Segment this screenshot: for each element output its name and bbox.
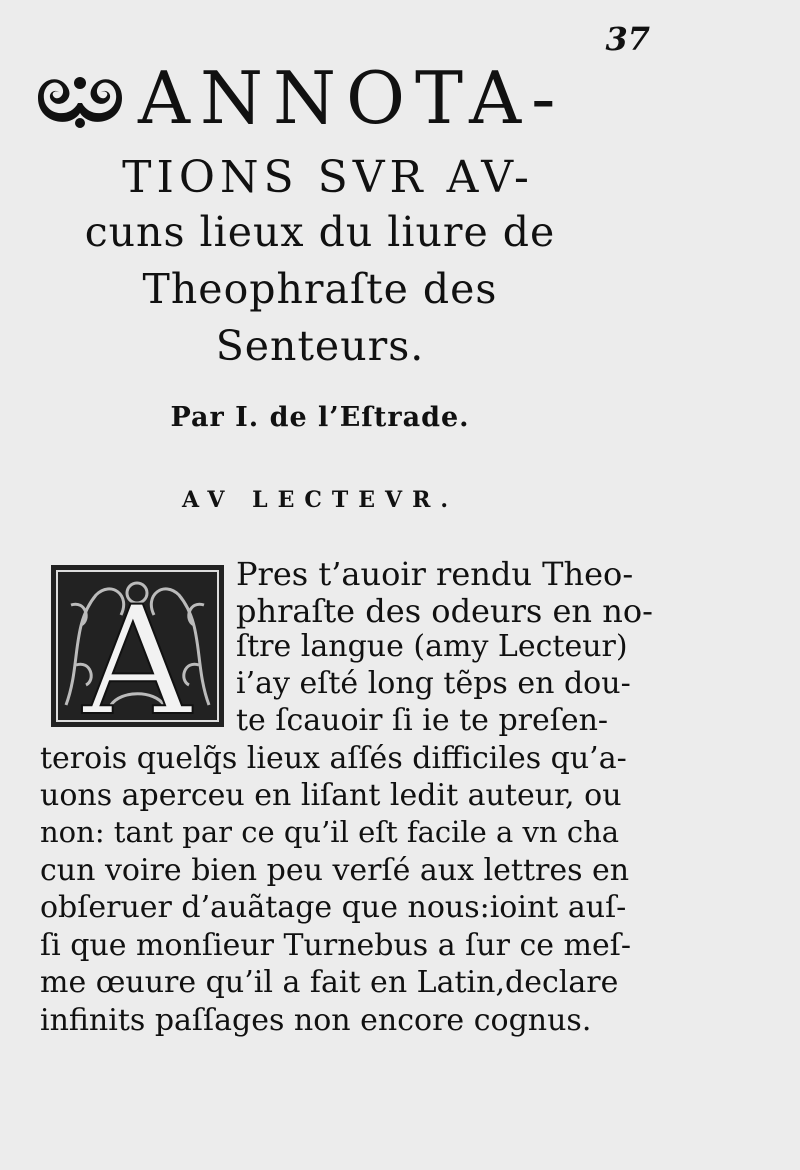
body-line: cun voire bien peu verſé aux lettres en [40, 853, 630, 888]
body-line: ſi que monſieur Turnebus a ſur ce meſ- [40, 928, 631, 963]
fleuron-ornament-icon [30, 63, 130, 133]
body-line: te ſcauoir ſi ie te preſen- [236, 703, 609, 738]
title-line-4: Theophraſte des [142, 265, 498, 313]
title-line-5: Senteurs. [215, 322, 425, 370]
body-line: non: tant par ce qu’il eſt facile a vn cha [40, 815, 620, 849]
body-line: infinits paſſages non encore cognus. [40, 1003, 592, 1038]
page-number: 37 [605, 20, 650, 58]
title-line-3: cuns lieux du liure de [84, 208, 556, 256]
body-line: terois quelq̃s lieux aſſés difficiles qu’a- [40, 741, 627, 776]
decorated-initial [51, 565, 224, 727]
body-line: phraſte des odeurs en no- [236, 592, 653, 630]
body-line: Pres t’auoir rendu Theo- [236, 555, 634, 593]
author-line: Par I. de l’Eſtrade. [170, 402, 470, 433]
body-line: obſeruer d’auãtage que nous:ioint auſ- [40, 890, 627, 925]
title-line-1 [30, 56, 566, 140]
title-line-2: TIONS SVR AV- [122, 152, 534, 203]
body-line: ſtre langue (amy Lecteur) [236, 629, 628, 664]
title-main: ANNOTA- [138, 56, 566, 140]
drop-cap-letter: A [82, 575, 192, 727]
body-line: i’ay eſté long tẽps en dou- [236, 666, 631, 701]
body-line: uons aperceu en liſant ledit auteur, ou [40, 778, 622, 813]
section-heading: AV LECTEVR. [181, 487, 459, 513]
body-line: me œuure qu’il a fait en Latin,declare [40, 965, 619, 1000]
